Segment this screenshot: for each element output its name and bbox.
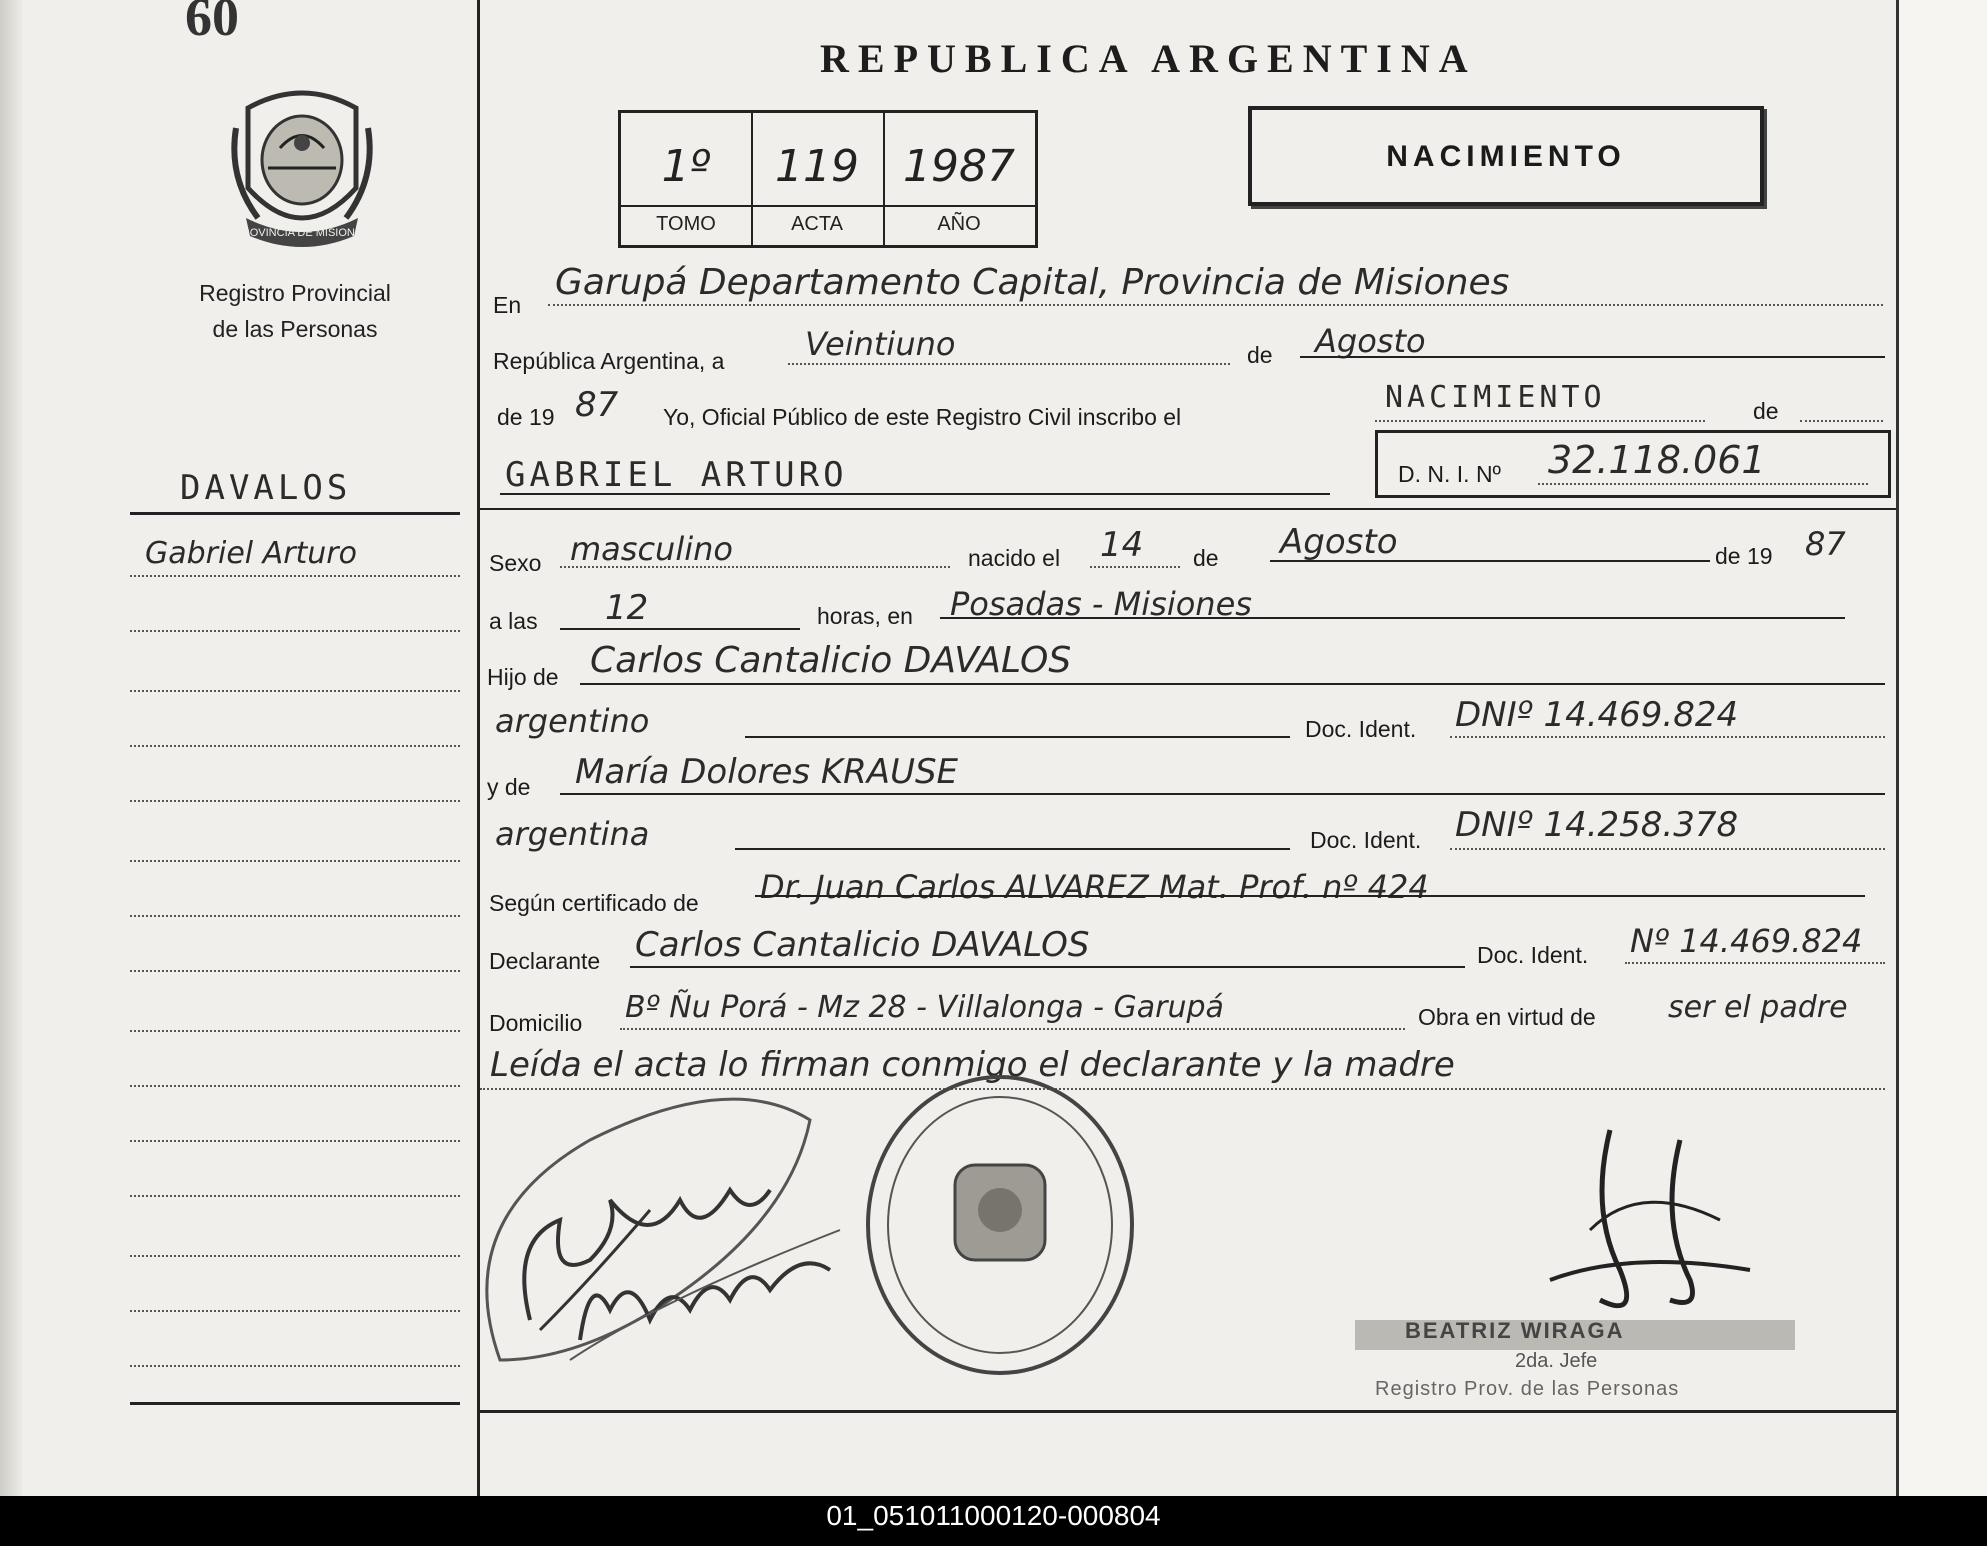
declarante-label: Declarante — [489, 948, 601, 974]
official-stamp-block — [1345, 1300, 1805, 1410]
alas-label: a las — [489, 608, 538, 634]
official-org: Registro Prov. de las Personas — [1375, 1378, 1680, 1400]
republica-label: República Argentina, a — [493, 348, 725, 374]
dotted-line — [560, 566, 950, 568]
official-title: 2da. Jefe — [1515, 1350, 1598, 1372]
record-month: Agosto — [1315, 322, 1426, 360]
father-document: DNIº 14.469.824 — [1455, 695, 1739, 735]
margin-dotted-line — [130, 1195, 460, 1197]
anio-value: 1987 — [903, 141, 1015, 192]
record-type-box — [1248, 106, 1764, 206]
dotted-line — [1538, 483, 1868, 485]
place-of-record: Garupá Departamento Capital, Provincia de Misiones — [555, 262, 1510, 303]
dni-box — [1375, 430, 1891, 498]
sex-value: masculino — [570, 530, 733, 568]
margin-dotted-line — [130, 630, 460, 632]
fill-rule — [500, 493, 1330, 495]
declarant-name: Carlos Cantalicio DAVALOS — [635, 925, 1090, 965]
de-label-2: de — [1753, 398, 1779, 424]
address: Bº Ñu Porá - Mz 28 - Villalonga - Garupá — [625, 990, 1224, 1025]
margin-dotted-line — [130, 1255, 460, 1257]
dotted-line — [1625, 962, 1885, 964]
declarant-document: Nº 14.469.824 — [1630, 922, 1863, 960]
provincial-seal-icon — [228, 88, 376, 248]
acta-reference-box — [618, 110, 1038, 248]
doc-ident-label-1: Doc. Ident. — [1305, 716, 1417, 742]
de19-label: de 19 — [1715, 543, 1773, 569]
father-nationality: argentino — [495, 702, 650, 740]
registered-name: GABRIEL ARTURO — [505, 455, 848, 495]
acta-label: ACTA — [791, 213, 843, 235]
capacity-value: ser el padre — [1668, 990, 1848, 1025]
act-type: NACIMIENTO — [1385, 380, 1606, 415]
acta-value: 119 — [775, 141, 859, 192]
birth-hour: 12 — [605, 588, 649, 628]
de-label-3: de — [1193, 545, 1219, 571]
fill-rule — [560, 793, 1885, 795]
page-number: 60 — [185, 0, 239, 47]
dotted-line — [1375, 420, 1705, 422]
official-signature-icon — [1550, 1120, 1780, 1330]
tomo-value: 1º — [661, 141, 711, 192]
margin-dotted-line — [130, 575, 460, 577]
father-name: Carlos Cantalicio DAVALOS — [590, 640, 1072, 681]
fill-rule — [630, 966, 1465, 968]
horas-label: horas, en — [817, 603, 913, 629]
margin-dotted-line — [130, 1085, 460, 1087]
birth-day: 14 — [1100, 525, 1144, 565]
doc-ident-label-3: Doc. Ident. — [1477, 942, 1589, 968]
margin-surname: DAVALOS — [180, 468, 352, 508]
dotted-line — [1450, 736, 1885, 738]
segun-label: Según certificado de — [489, 890, 699, 916]
dotted-line — [1800, 420, 1883, 422]
bottom-rule — [480, 1410, 1896, 1413]
dni-number: 32.118.061 — [1548, 438, 1766, 482]
binding-gutter — [0, 0, 22, 1496]
country-heading: REPUBLICA ARGENTINA — [820, 36, 1477, 81]
dotted-line — [620, 1028, 1405, 1030]
margin-dotted-line — [130, 800, 460, 802]
margin-bottom-rule — [130, 1402, 460, 1405]
certifying-doctor: Dr. Juan Carlos ALVAREZ Mat. Prof. nº 424 — [760, 868, 1429, 906]
record-year: 87 — [575, 385, 619, 425]
seal-text: PROVINCIA DE MISIONES — [234, 227, 370, 239]
year-prefix-label: de 19 — [497, 404, 555, 430]
margin-dotted-line — [130, 970, 460, 972]
mother-nationality: argentina — [495, 815, 650, 853]
margin-dotted-line — [130, 1365, 460, 1367]
fill-rule — [1270, 560, 1710, 562]
margin-dotted-line — [130, 1030, 460, 1032]
birth-place: Posadas - Misiones — [950, 585, 1252, 623]
document-code: 01_051011000120-000804 — [826, 1500, 1161, 1531]
fill-rule — [560, 628, 800, 630]
fill-rule — [735, 848, 1290, 850]
registry-name — [150, 275, 440, 347]
page-right-margin — [1899, 0, 1987, 1496]
margin-rule — [130, 512, 460, 515]
dotted-line — [1090, 566, 1180, 568]
de-label: de — [1247, 342, 1273, 368]
nacido-label: nacido el — [968, 545, 1061, 571]
dni-label: D. N. I. Nº — [1398, 461, 1501, 487]
record-day: Veintiuno — [805, 325, 956, 363]
obra-label: Obra en virtud de — [1418, 1004, 1596, 1030]
doc-ident-label-2: Doc. Ident. — [1310, 827, 1422, 853]
fill-rule — [755, 895, 1865, 897]
margin-dotted-line — [130, 745, 460, 747]
fill-rule — [940, 617, 1845, 619]
sexo-label: Sexo — [489, 550, 542, 576]
mother-signature-icon — [560, 1210, 850, 1360]
hijo-label: Hijo de — [487, 664, 559, 690]
birth-year: 87 — [1805, 525, 1846, 563]
mother-document: DNIº 14.258.378 — [1455, 805, 1739, 845]
mother-name: María Dolores KRAUSE — [575, 752, 959, 792]
margin-dotted-line — [130, 690, 460, 692]
anio-label: AÑO — [937, 213, 981, 235]
registry-line-2: de las Personas — [212, 316, 378, 342]
closing-statement: Leída el acta lo firman conmigo el declarante y la madre — [490, 1045, 1455, 1085]
fill-rule — [745, 736, 1290, 738]
tomo-label: TOMO — [656, 213, 716, 235]
margin-dotted-line — [130, 860, 460, 862]
registry-line-1: Registro Provincial — [199, 280, 391, 306]
margin-given-names: Gabriel Arturo — [145, 536, 357, 571]
official-stamp-name: BEATRIZ WIRAGA — [1405, 1318, 1625, 1343]
record-type-label: NACIMIENTO — [1386, 140, 1626, 173]
margin-dotted-line — [130, 915, 460, 917]
margin-dotted-line — [130, 1140, 460, 1142]
en-label: En — [493, 292, 522, 318]
dotted-line — [1450, 848, 1885, 850]
fill-rule — [580, 683, 1885, 685]
section-rule — [480, 508, 1896, 510]
page-border-right — [1896, 0, 1899, 1496]
official-text: Yo, Oficial Público de este Registro Civil inscribo el — [663, 404, 1182, 430]
domicilio-label: Domicilio — [489, 1010, 583, 1036]
fill-rule — [1300, 356, 1885, 358]
acta-box-divider — [621, 205, 1035, 207]
margin-dotted-line — [130, 1310, 460, 1312]
dotted-line — [788, 363, 1230, 365]
dotted-line — [548, 304, 1883, 306]
birth-month: Agosto — [1280, 522, 1398, 562]
registry-round-stamp-icon — [860, 1070, 1140, 1380]
yde-label: y de — [487, 774, 531, 800]
